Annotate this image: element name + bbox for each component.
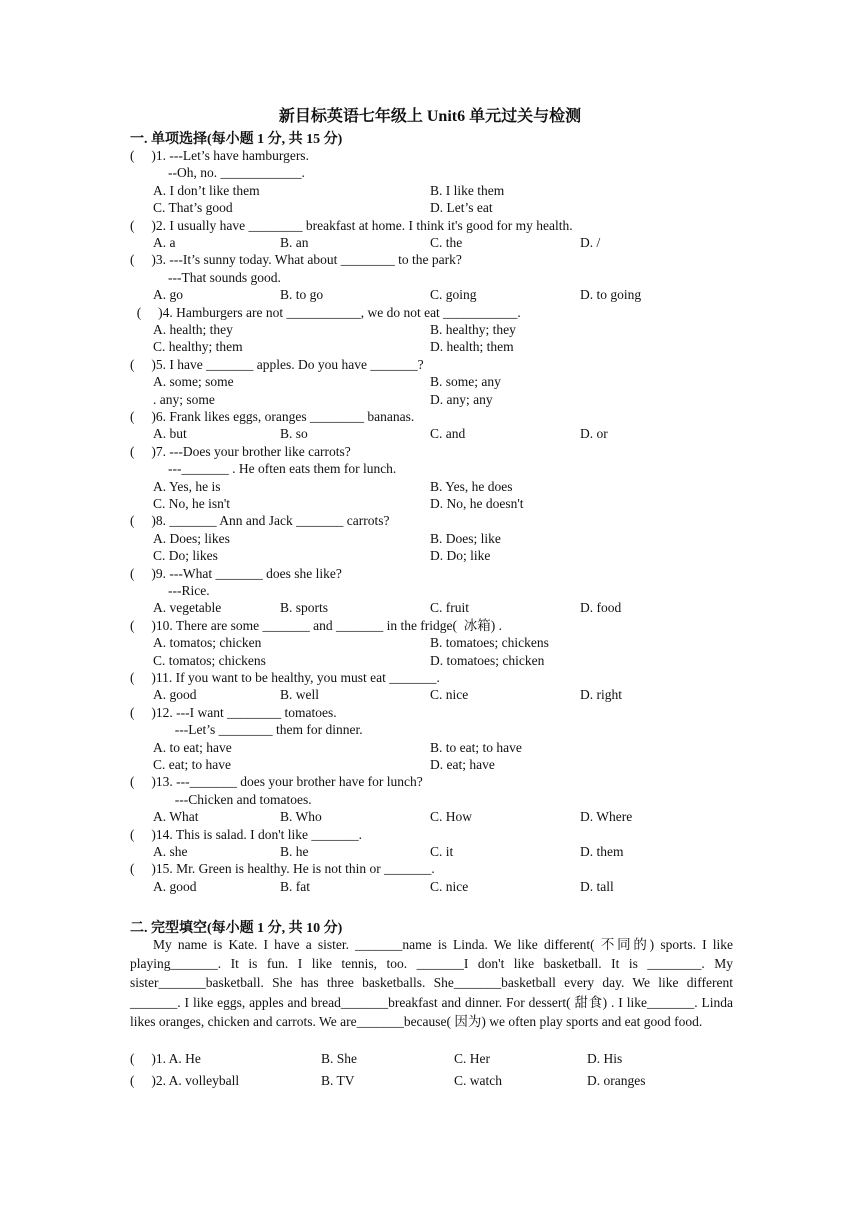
answer-option: B. Yes, he does [430, 478, 513, 494]
question-stem: ( )7. ---Does your brother like carrots? [130, 443, 351, 459]
answer-option: D. or [580, 426, 608, 442]
answer-option: C. tomatos; chickens [153, 652, 266, 668]
answer-option: C. Do; likes [153, 548, 218, 564]
answer-option: B. to go [280, 287, 324, 303]
answer-option: D. tomatoes; chicken [430, 652, 545, 668]
cloze-option: D. oranges [587, 1073, 646, 1088]
answer-option: B. an [280, 235, 309, 250]
answer-option: C. the [430, 235, 463, 250]
question-stem: ( )15. Mr. Green is healthy. He is not thin or _______. [130, 861, 435, 877]
answer-option: B. to eat; to have [430, 739, 522, 755]
answer-option: D. / [580, 235, 601, 250]
answer-option: A. but [153, 426, 187, 442]
answer-option: C. healthy; them [153, 339, 243, 355]
answer-option: D. health; them [430, 339, 514, 355]
cloze-question: ( )1. A. He [130, 1051, 201, 1066]
question-response: --Oh, no. ____________. [168, 165, 305, 181]
page-title: 新目标英语七年级上 Unit6 单元过关与检测 [278, 108, 582, 125]
answer-option: C. eat; to have [153, 757, 231, 772]
answer-option: D. them [580, 844, 624, 859]
answer-option: A. I don’t like them [153, 182, 260, 198]
answer-option: A. a [153, 235, 176, 250]
cloze-option: B. She [321, 1051, 358, 1066]
answer-option: D. Let’s eat [430, 200, 493, 216]
answer-option: C. nice [430, 878, 469, 894]
question-stem: ( )8. _______ Ann and Jack _______ carrots? [130, 513, 390, 529]
answer-option: A. vegetable [153, 600, 222, 616]
answer-option: B. Does; like [430, 530, 501, 546]
answer-option: A. Does; likes [153, 530, 230, 546]
question-stem: ( )2. I usually have ________ breakfast at home. I think it's good for my health. [130, 217, 573, 233]
answer-option: C. it [430, 844, 454, 859]
answer-option: B. I like them [430, 182, 505, 198]
answer-option: A. good [153, 687, 197, 703]
question-response: ---That sounds good. [168, 269, 281, 285]
answer-option: B. tomatoes; chickens [430, 635, 549, 651]
answer-option: A. go [153, 287, 183, 303]
cloze-option: D. His [587, 1051, 623, 1066]
question-response: ---_______ . He often eats them for lunch. [168, 461, 397, 477]
answer-option: D. to going [580, 287, 642, 303]
answer-option: A. tomatos; chicken [153, 635, 262, 651]
question-stem: ( )1. ---Let’s have hamburgers. [130, 148, 309, 163]
question-stem: ( )11. If you want to be healthy, you must eat _______. [130, 670, 440, 685]
answer-option: C. That’s good [153, 200, 233, 216]
cloze-question: ( )2. A. volleyball [130, 1073, 240, 1088]
answer-option: B. some; any [430, 374, 501, 390]
answer-option: A. to eat; have [153, 739, 232, 755]
question-stem: ( )6. Frank likes eggs, oranges ________ bananas. [130, 409, 415, 424]
answer-option: A. What [153, 809, 199, 825]
answer-option: B. he [280, 844, 309, 859]
answer-option: B. healthy; they [430, 322, 516, 337]
answer-option: A. she [153, 844, 188, 859]
answer-option: B. well [280, 687, 319, 703]
question-stem: ( )12. ---I want ________ tomatoes. [130, 704, 337, 720]
answer-option: C. nice [430, 687, 469, 703]
answer-option: A. some; some [153, 374, 234, 390]
cloze-option: B. TV [321, 1073, 355, 1088]
section2-heading: 二. 完型填空(每小题 1 分, 共 10 分) [130, 921, 343, 936]
question-response: ---Rice. [168, 583, 210, 598]
question-stem: ( )9. ---What _______ does she like? [130, 565, 342, 581]
answer-option: A. health; they [153, 322, 233, 337]
answer-option: A. good [153, 878, 197, 894]
question-stem: ( )4. Hamburgers are not ___________, we do not eat ___________. [130, 304, 521, 320]
question-response: ---Chicken and tomatoes. [168, 791, 312, 807]
cloze-passage: My name is Kate. I have a sister. _______name is Linda. We like different( 不同的) sports. I like playing_______. It is fun. I like tennis, too. _______I don't like basketball. It is ________. My sister_______basketball. She has three basketballs. She_______basketball every day. We like different _______. I like eggs, apples and bread_______breakfast and dinner. For dessert( 甜食) . I like_______. Linda likes oranges, chicken and carrots. We are_______because( 因为) we often play sports and eat good food. [130, 937, 733, 1029]
cloze-option: C. watch [454, 1073, 502, 1088]
answer-option: D. any; any [430, 391, 493, 407]
question-stem: ( )13. ---_______ does your brother have for lunch? [130, 774, 423, 790]
answer-option: B. fat [280, 878, 310, 894]
question-stem: ( )5. I have _______ apples. Do you have _______? [130, 356, 424, 372]
answer-option: D. No, he doesn't [430, 496, 524, 511]
answer-option: A. Yes, he is [153, 478, 221, 494]
question-stem: ( )10. There are some _______ and _______ in the fridge( 冰箱) . [130, 617, 503, 633]
answer-option: C. How [430, 809, 473, 825]
answer-option: D. Where [580, 809, 633, 825]
answer-option: D. Do; like [430, 548, 491, 564]
answer-option: B. Who [280, 809, 322, 825]
answer-option: C. fruit [430, 600, 469, 616]
cloze-option: C. Her [454, 1051, 490, 1066]
answer-option: C. and [430, 426, 466, 442]
answer-option: B. sports [280, 600, 329, 616]
question-response: ---Let’s ________ them for dinner. [168, 722, 363, 738]
answer-option: D. eat; have [430, 757, 495, 772]
answer-option: D. right [580, 687, 622, 703]
answer-option: C. going [430, 287, 477, 303]
section1-heading: 一. 单项选择(每小题 1 分, 共 15 分) [130, 132, 343, 147]
answer-option: D. food [580, 600, 622, 616]
question-stem: ( )14. This is salad. I don't like _______. [130, 826, 363, 842]
question-stem: ( )3. ---It’s sunny today. What about ________ to the park? [130, 252, 462, 268]
answer-option: D. tall [580, 878, 614, 894]
answer-option: B. so [280, 426, 308, 442]
answer-option: . any; some [153, 391, 215, 407]
answer-option: C. No, he isn't [153, 496, 231, 511]
